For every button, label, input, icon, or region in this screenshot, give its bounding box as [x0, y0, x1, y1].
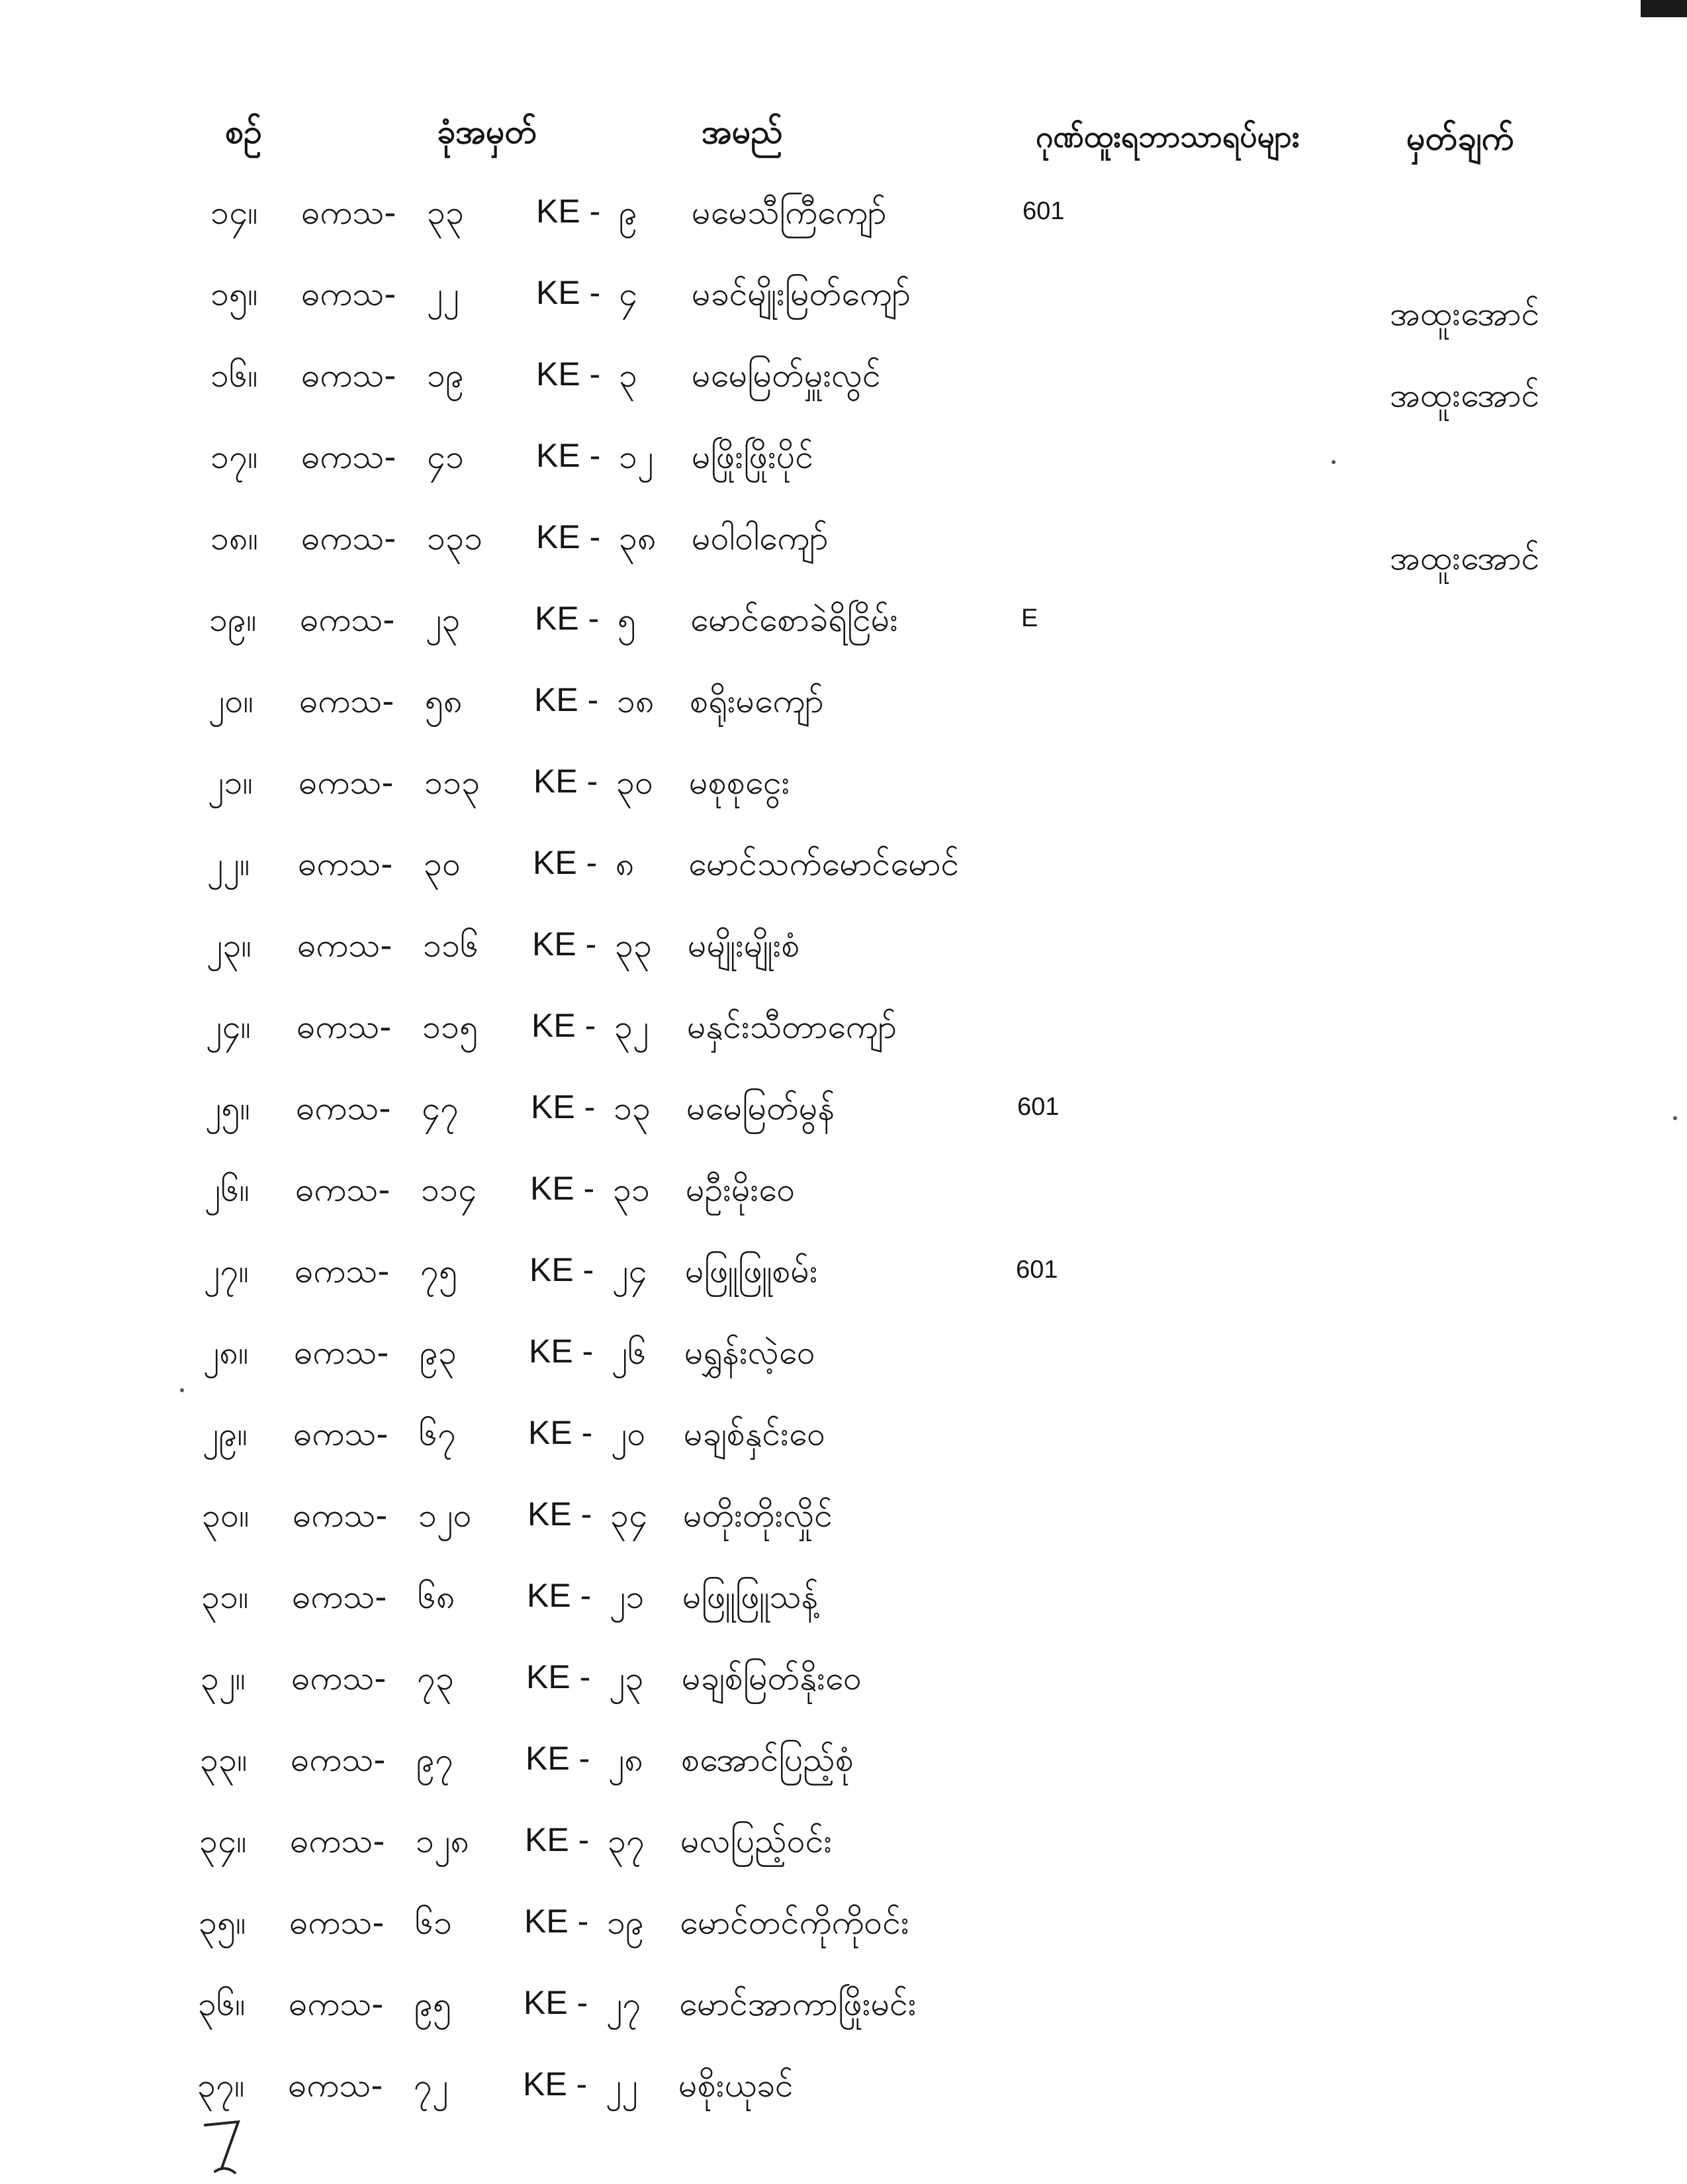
ke-prefix: KE -	[530, 1170, 595, 1207]
ke-prefix: KE -	[536, 518, 601, 555]
class-code: ဓကသ-	[291, 1659, 387, 1697]
ke-number: ၃	[619, 356, 638, 395]
class-code: ဓကသ-	[296, 1089, 391, 1127]
header-subjects: ဂုဏ်ထူးရဘာသာရပ်များ	[1036, 119, 1300, 154]
roll-number: ၇၂	[414, 2066, 449, 2105]
table-row	[0, 1332, 1680, 1413]
row-number: ၃၃။	[200, 1740, 248, 1779]
header-no: စဉ်	[225, 113, 262, 151]
ke-prefix: KE -	[536, 274, 601, 311]
ke-number: ၃၀	[616, 763, 654, 802]
scan-speck	[1673, 1116, 1677, 1120]
class-code: ဓကသ-	[300, 600, 395, 639]
class-code: ဓကသ-	[301, 193, 396, 232]
table-row	[0, 273, 1687, 355]
class-code: ဓကသ-	[289, 1903, 385, 1942]
ke-number: ၃၄	[610, 1496, 648, 1535]
row-number: ၂၃။	[206, 926, 251, 965]
roll-number: ၉၃	[420, 1333, 457, 1372]
distinction-subjects: 601	[1023, 197, 1065, 225]
row-number: ၁၄။	[210, 193, 258, 232]
student-name: မမျိုးမျိုးစံ	[688, 926, 800, 965]
class-code: ဓကသ-	[298, 845, 393, 883]
roll-number: ၃၃	[427, 193, 465, 232]
student-name: မောင်စောခဲရိငြိမ်း	[690, 600, 899, 639]
student-name: စရိုးမကျော်	[690, 682, 824, 720]
table-row	[0, 1739, 1676, 1821]
roll-number: ၁၁၃	[424, 763, 480, 802]
class-code: ဓကသ-	[298, 763, 394, 802]
ke-prefix: KE -	[524, 1984, 588, 2021]
ke-number: ၁၃	[614, 1089, 651, 1127]
table-row	[0, 599, 1686, 681]
roll-number: ၃၀	[424, 845, 461, 883]
table-row	[0, 762, 1684, 843]
roll-number: ၁၂၀	[418, 1496, 472, 1535]
remark: အထူးအောင်	[1390, 539, 1540, 577]
class-code: ဓကသ-	[295, 1252, 390, 1290]
table-row	[0, 1495, 1678, 1576]
class-code: ဓကသ-	[301, 438, 396, 476]
ke-prefix: KE -	[524, 1903, 589, 1940]
student-name: မောင်တင်ကိုကိုဝင်း	[680, 1903, 909, 1942]
header-name: အမည်	[702, 113, 783, 151]
student-name: မဖြူဖြူစမ်း	[685, 1252, 818, 1290]
ke-prefix: KE -	[535, 600, 600, 637]
header-remark: မှတ်ချက်	[1406, 119, 1514, 158]
class-code: ဓကသ-	[289, 1985, 384, 2023]
student-name: စအောင်ပြည့်စုံ	[681, 1740, 854, 1779]
ke-prefix: KE -	[528, 1414, 593, 1451]
table-row	[0, 1413, 1679, 1495]
student-name: မောင်အာကာဖြိုးမင်း	[679, 1985, 917, 2023]
table-row	[0, 1983, 1674, 2065]
roll-number: ၁၁၆	[423, 926, 479, 965]
ke-prefix: KE -	[532, 926, 597, 963]
ke-prefix: KE -	[536, 356, 601, 393]
roll-number: ၁၃၁	[427, 519, 483, 557]
ke-number: ၂၇	[606, 1985, 641, 2023]
table-row	[0, 1658, 1677, 1739]
student-name: မခင်မျိုးမြတ်ကျော်	[692, 275, 911, 313]
ke-number: ၂၀	[611, 1415, 646, 1453]
student-name: မရွှန်းလဲ့ဝေ	[684, 1333, 815, 1372]
row-number: ၃၁။	[201, 1578, 249, 1616]
class-code: ဓကသ-	[301, 356, 396, 395]
ke-prefix: KE -	[525, 1740, 590, 1777]
ke-number: ၂၂	[606, 2066, 639, 2105]
table-row	[0, 681, 1685, 762]
row-number: ၂၀။	[208, 682, 253, 720]
class-code: ဓကသ-	[288, 2066, 383, 2105]
class-code: ဓကသ-	[294, 1333, 389, 1372]
ke-number: ၂၄	[612, 1252, 647, 1290]
ke-number: ၃၇	[608, 1822, 645, 1860]
row-number: ၂၉။	[203, 1415, 248, 1453]
student-name: မဝါဝါကျော်	[692, 519, 829, 557]
ke-prefix: KE -	[523, 2065, 588, 2103]
row-number: ၃၄။	[199, 1822, 247, 1860]
roll-number: ၅၈	[425, 682, 463, 720]
roll-number: ၁၂၈	[416, 1822, 470, 1860]
roll-number: ၉၅	[414, 1985, 452, 2023]
distinction-subjects: 601	[1016, 1256, 1058, 1284]
class-code: ဓကသ-	[301, 519, 396, 557]
ke-prefix: KE -	[525, 1821, 590, 1858]
roll-number: ၂၃	[426, 600, 461, 639]
roll-number: ၉၇	[416, 1740, 454, 1779]
roll-number: ၁၁၄	[421, 1170, 477, 1209]
student-name: မချစ်နှင်းဝေ	[684, 1415, 826, 1453]
ke-prefix: KE -	[533, 844, 598, 881]
table-row	[0, 192, 1687, 273]
row-number: ၃၂။	[201, 1659, 246, 1697]
row-number: ၁၇။	[210, 438, 258, 476]
ke-number: ၉	[619, 193, 638, 232]
student-name: မမေမြတ်မှူးလွင်	[692, 356, 881, 395]
ke-prefix: KE -	[529, 1251, 594, 1288]
table-row	[0, 436, 1687, 518]
ke-prefix: KE -	[536, 437, 601, 474]
ke-number: ၄	[619, 275, 638, 313]
ke-prefix: KE -	[531, 1007, 596, 1044]
ke-prefix: KE -	[527, 1496, 592, 1533]
roll-number: ၆၈	[418, 1578, 455, 1616]
class-code: ဓကသ-	[293, 1415, 388, 1453]
roll-number: ၁၁၅	[422, 1008, 479, 1046]
table-row	[0, 1088, 1682, 1169]
roll-number: ၆၇	[419, 1415, 457, 1453]
ke-number: ၂၁	[610, 1578, 645, 1616]
student-name: မမေမြတ်မွန်	[686, 1089, 835, 1127]
ke-number: ၂၆	[612, 1333, 647, 1372]
table-row	[0, 355, 1687, 436]
roll-number: ၁၉	[427, 356, 465, 395]
header-roll: ခုံအမှတ်	[437, 113, 537, 151]
ke-prefix: KE -	[533, 763, 598, 800]
roll-number: ၄၁	[427, 438, 465, 476]
table-row	[0, 518, 1687, 599]
ke-number: ၃၁	[613, 1170, 651, 1209]
distinction-subjects: 601	[1017, 1093, 1060, 1121]
student-name: မစိုးယုခင်	[678, 2066, 794, 2105]
distinction-subjects: E	[1021, 604, 1038, 632]
ke-number: ၂၈	[608, 1740, 644, 1779]
row-number: ၂၇။	[204, 1252, 249, 1290]
roll-number: ၇၅	[420, 1252, 458, 1290]
row-number: ၁၅။	[210, 275, 258, 313]
roll-number: ၇၃	[417, 1659, 455, 1697]
scan-speck	[180, 1388, 184, 1392]
row-number: ၂၆။	[205, 1170, 250, 1209]
row-number: ၂၈။	[203, 1333, 249, 1372]
class-code: ဓကသ-	[296, 1008, 392, 1046]
student-name: မချစ်မြတ်နိုးဝေ	[682, 1659, 862, 1697]
table-row	[0, 1902, 1675, 1983]
ke-prefix: KE -	[527, 1577, 592, 1614]
roll-number: ၄၇	[422, 1089, 459, 1127]
table-row	[0, 1821, 1676, 1902]
ke-number: ၂၃	[609, 1659, 644, 1697]
ke-prefix: KE -	[534, 681, 599, 718]
student-name: မတိုးတိုးလှိုင်	[683, 1496, 833, 1535]
table-row	[0, 1006, 1682, 1088]
remark: အထူးအောင်	[1390, 295, 1540, 333]
table-row	[0, 1251, 1680, 1332]
row-number: ၂၅။	[205, 1089, 250, 1127]
ke-number: ၅	[617, 600, 637, 639]
remark: အထူးအောင်	[1390, 376, 1540, 414]
class-code: ဓကသ-	[290, 1822, 385, 1860]
ke-number: ၈	[616, 845, 635, 883]
student-list	[0, 192, 1687, 2146]
scan-edge-mark	[1641, 0, 1687, 17]
ke-number: ၁၉	[607, 1903, 645, 1942]
roll-number: ၆၁	[415, 1903, 453, 1942]
student-name: မဖြူဖြူသန့်	[682, 1578, 819, 1616]
row-number: ၁၈။	[210, 519, 258, 557]
student-name: မောင်သက်မောင်မောင်	[688, 845, 960, 883]
row-number: ၃၅။	[199, 1903, 246, 1942]
row-number: ၃၀။	[202, 1496, 250, 1535]
table-row	[0, 1169, 1681, 1251]
class-code: ဓကသ-	[292, 1578, 387, 1616]
class-code: ဓကသ-	[293, 1496, 388, 1535]
roll-number: ၂၂	[427, 275, 460, 313]
ke-number: ၁၂	[619, 438, 654, 476]
class-code: ဓကသ-	[295, 1170, 390, 1209]
row-number: ၂၄။	[206, 1008, 251, 1046]
row-number: ၁၉။	[209, 600, 257, 639]
class-code: ဓကသ-	[297, 926, 392, 965]
row-number: ၃၆။	[198, 1985, 246, 2023]
row-number: ၃၇။	[197, 2066, 245, 2105]
student-name: မမေသီကြီကျော်	[692, 193, 887, 232]
student-name: မနှင်းသီတာကျော်	[687, 1008, 897, 1046]
student-name: မစုစုငွေး	[689, 763, 790, 802]
row-number: ၁၆။	[210, 356, 258, 395]
student-name: မလပြည့်ဝင်း	[680, 1822, 833, 1860]
ke-prefix: KE -	[531, 1088, 596, 1125]
row-number: ၂၁။	[208, 763, 253, 802]
ke-prefix: KE -	[536, 193, 601, 230]
ke-number: ၃၂	[614, 1008, 649, 1046]
handwritten-mark-icon	[199, 2112, 251, 2178]
ke-number: ၁၈	[617, 682, 655, 720]
ke-number: ၃၈	[619, 519, 657, 557]
class-code: ဓကသ-	[291, 1740, 386, 1779]
table-row	[0, 925, 1683, 1006]
ke-prefix: KE -	[529, 1333, 594, 1370]
ke-prefix: KE -	[526, 1658, 591, 1695]
student-name: မဖြိုးဖြိုးပိုင်	[692, 438, 814, 476]
class-code: ဓကသ-	[299, 682, 394, 720]
table-row	[0, 1576, 1678, 1658]
scan-speck	[1332, 460, 1336, 464]
row-number: ၂၂။	[207, 845, 250, 883]
table-row	[0, 843, 1684, 925]
student-name: မဦးမိုးဝေ	[686, 1170, 796, 1209]
class-code: ဓကသ-	[301, 275, 396, 313]
ke-number: ၃၃	[615, 926, 653, 965]
